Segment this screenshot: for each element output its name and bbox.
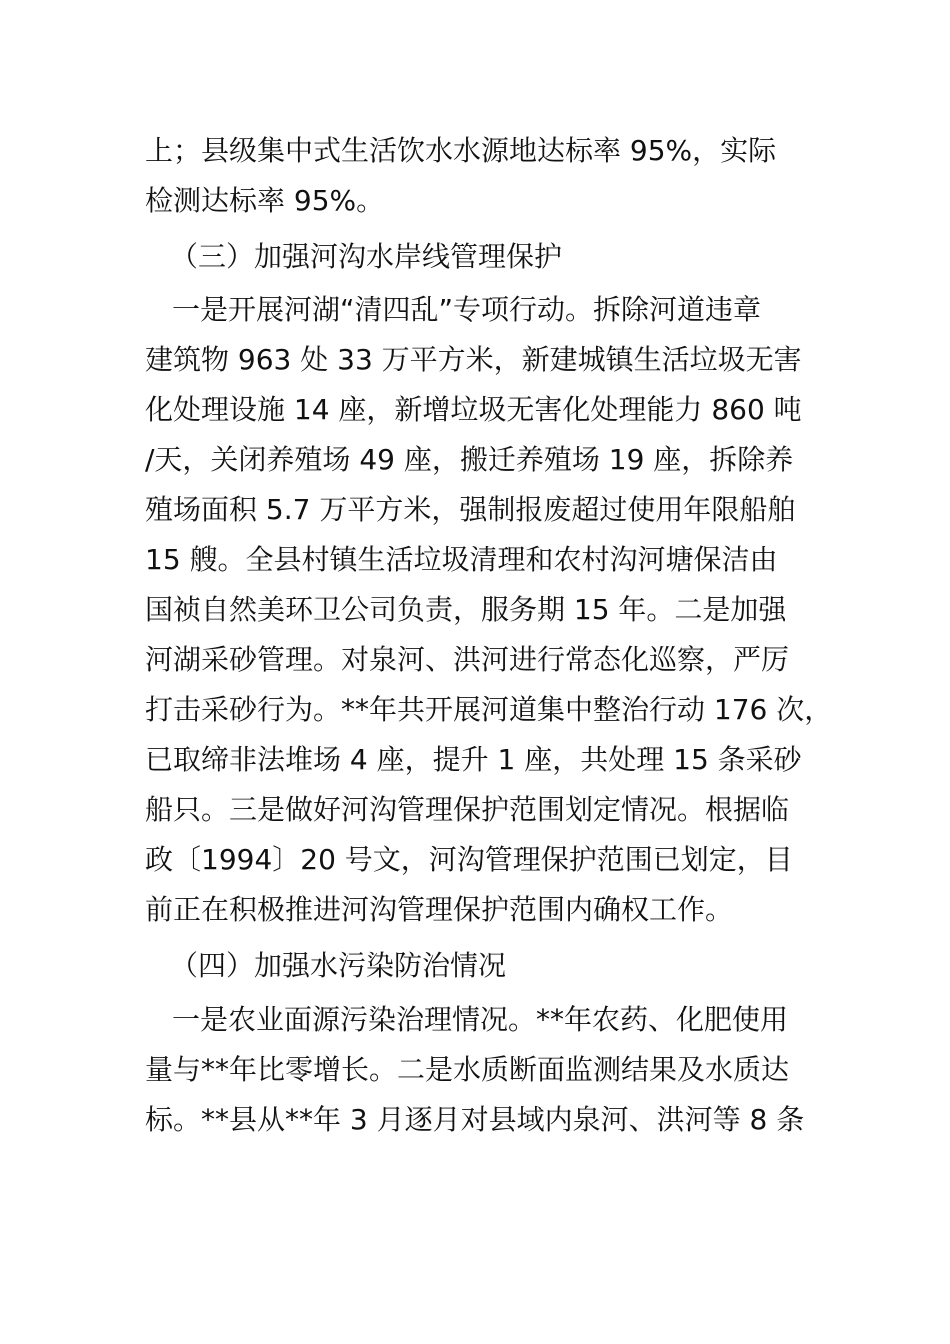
text-line: 船只。三是做好河沟管理保护范围划定情况。根据临	[145, 793, 790, 826]
text-line: 一是农业面源污染治理情况。**年农药、化肥使用	[172, 1003, 789, 1036]
text-line: 检测达标率 95%。	[145, 184, 385, 217]
text-line: 国祯自然美环卫公司负责，服务期 15 年。二是加强	[145, 593, 787, 626]
text-line: 量与**年比零增长。二是水质断面监测结果及水质达	[145, 1053, 790, 1086]
text-line: 一是开展河湖“清四乱”专项行动。拆除河道违章	[172, 293, 762, 326]
section-heading: （三）加强河沟水岸线管理保护	[170, 240, 563, 273]
text-line: 打击采砂行为。**年共开展河道集中整治行动 176 次，	[145, 693, 833, 726]
text-line: 政〔1994〕20 号文，河沟管理保护范围已划定，目	[145, 843, 793, 876]
text-line: 已取缔非法堆场 4 座，提升 1 座，共处理 15 条采砂	[145, 743, 802, 776]
section-heading: （四）加强水污染防治情况	[170, 949, 507, 982]
text-line: 上；县级集中式生活饮水水源地达标率 95%，实际	[145, 134, 777, 167]
text-line: 河湖采砂管理。对泉河、洪河进行常态化巡察，严厉	[145, 643, 790, 676]
text-line: 殖场面积 5.7 万平方米，强制报废超过使用年限船舶	[145, 493, 796, 526]
text-line: 标。**县从**年 3 月逐月对县域内泉河、洪河等 8 条	[145, 1103, 805, 1136]
text-line: 化处理设施 14 座，新增垃圾无害化处理能力 860 吨	[145, 393, 802, 426]
text-line: 15 艘。全县村镇生活垃圾清理和农村沟河塘保洁由	[145, 543, 778, 576]
text-line: 建筑物 963 处 33 万平方米，新建城镇生活垃圾无害	[145, 343, 802, 376]
text-line: /天，关闭养殖场 49 座，搬迁养殖场 19 座，拆除养	[145, 443, 794, 476]
text-line: 前正在积极推进河沟管理保护范围内确权工作。	[145, 893, 734, 926]
